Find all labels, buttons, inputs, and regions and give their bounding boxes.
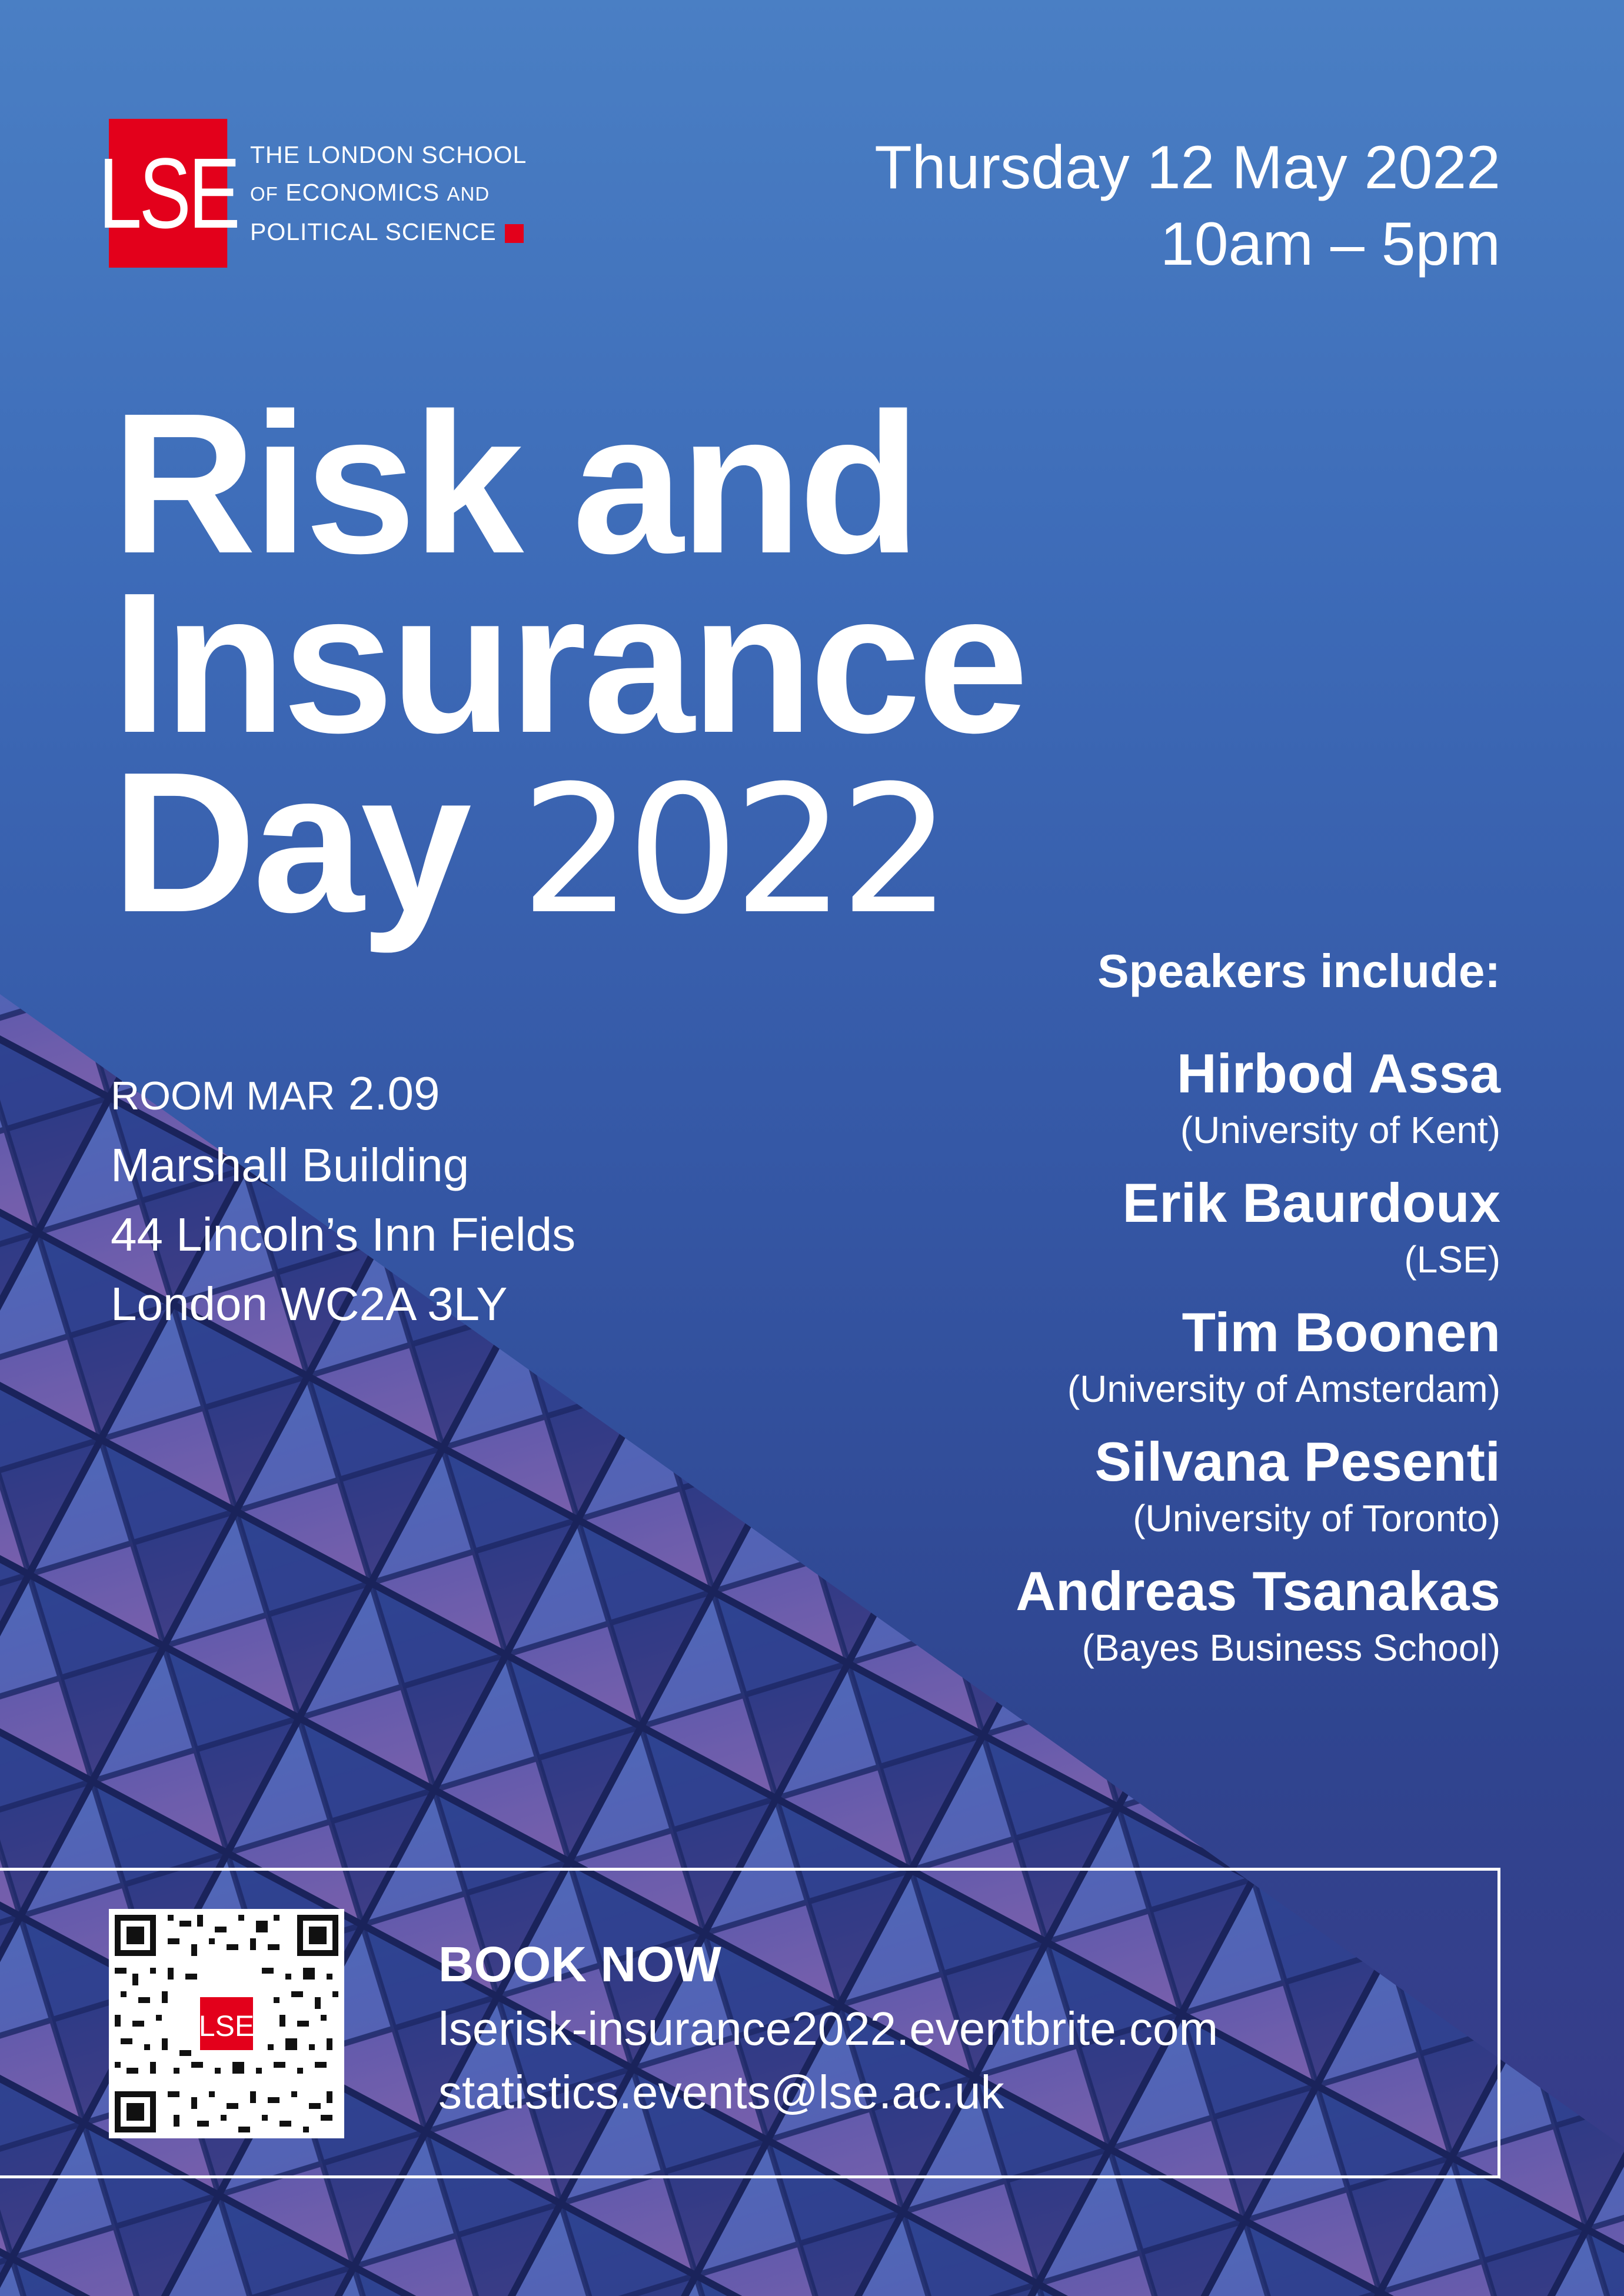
logo-line-2: OF ECONOMICS AND xyxy=(250,179,490,206)
speaker-name: Hirbod Assa xyxy=(1176,1042,1500,1104)
booking-url-link[interactable]: lserisk-insurance2022.eventbrite.com xyxy=(438,2002,1219,2055)
speaker-affiliation: (LSE) xyxy=(1404,1238,1500,1281)
booking-info xyxy=(438,1932,1218,2124)
qr-code-icon[interactable] xyxy=(109,1909,344,2138)
venue-city: London WC2A 3LY xyxy=(111,1278,508,1330)
title-line-1: Risk and xyxy=(112,372,918,595)
event-date: Thursday 12 May 2022 xyxy=(874,134,1500,202)
title-year: 2022 xyxy=(520,748,946,953)
speaker-name: Erik Baurdoux xyxy=(1122,1172,1500,1234)
logo-line-3: POLITICAL SCIENCE xyxy=(250,213,527,251)
speaker-item xyxy=(736,1558,1500,1671)
title-line-2: Insurance xyxy=(112,551,1026,775)
lse-logo-mark: LSE xyxy=(109,119,227,268)
lse-logo-wordmark xyxy=(250,136,527,251)
speaker-affiliation: (University of Kent) xyxy=(1180,1109,1500,1151)
venue-room: ROOM MAR 2.09 xyxy=(111,1067,440,1119)
booking-email-link[interactable]: statistics.events@lse.ac.uk xyxy=(438,2066,1004,2118)
title-line-3: Day 2022 xyxy=(112,731,946,954)
speaker-item xyxy=(736,1299,1500,1412)
venue-building: Marshall Building xyxy=(111,1139,470,1191)
speakers-heading: Speakers include: xyxy=(1097,945,1500,997)
venue-street: 44 Lincoln’s Inn Fields xyxy=(111,1208,576,1261)
speaker-name: Silvana Pesenti xyxy=(1094,1431,1500,1492)
speaker-name: Andreas Tsanakas xyxy=(1016,1560,1500,1622)
speakers-list xyxy=(736,944,1500,1688)
speaker-affiliation: (University of Toronto) xyxy=(1133,1497,1500,1539)
speaker-item xyxy=(736,1041,1500,1154)
logo-square-icon xyxy=(505,224,524,243)
speaker-item xyxy=(736,1170,1500,1283)
event-title xyxy=(112,372,1026,954)
event-datetime xyxy=(874,129,1500,282)
book-now-heading: BOOK NOW xyxy=(438,1937,721,1992)
speaker-affiliation: (University of Amsterdam) xyxy=(1067,1368,1500,1410)
speaker-name: Tim Boonen xyxy=(1182,1301,1500,1363)
logo-line-1: THE LONDON SCHOOL xyxy=(250,141,527,168)
venue-address xyxy=(111,1059,575,1339)
speaker-affiliation: (Bayes Business School) xyxy=(1081,1627,1500,1669)
qr-center-mark: LSE xyxy=(198,2010,255,2042)
speaker-item xyxy=(736,1429,1500,1542)
event-time: 10am – 5pm xyxy=(1160,210,1500,278)
lse-logo xyxy=(98,119,527,268)
